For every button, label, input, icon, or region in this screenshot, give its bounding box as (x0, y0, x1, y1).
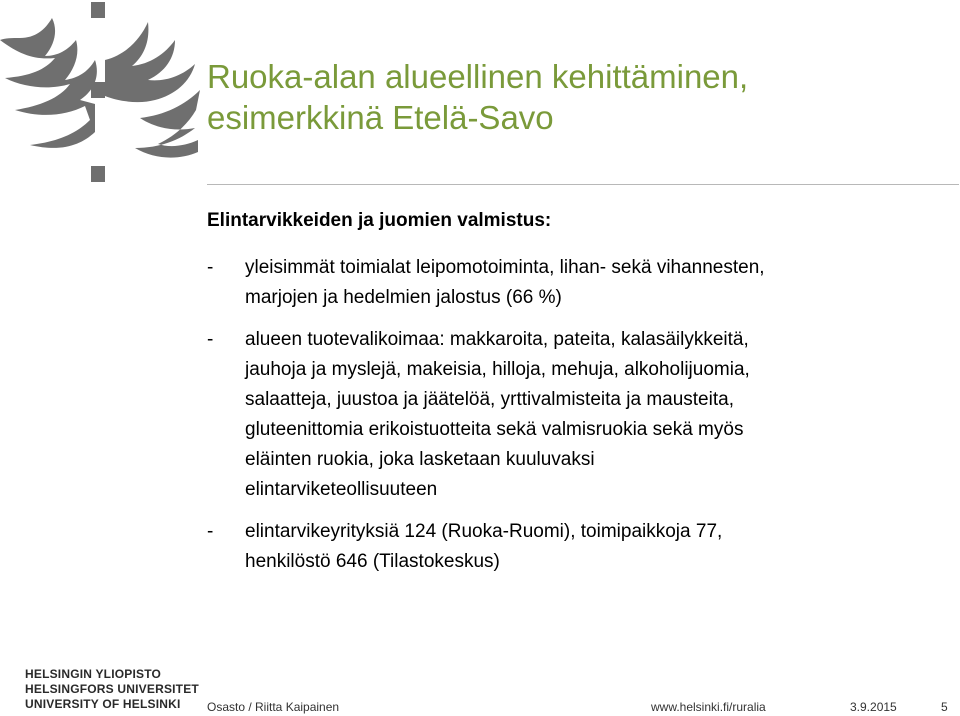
list-item (207, 517, 947, 577)
page-number: 5 (941, 700, 948, 714)
bullet-text-line: marjojen ja hedelmien jalostus (66 %) (245, 287, 562, 308)
wordmark-line: UNIVERSITY OF HELSINKI (25, 697, 181, 711)
bullet-text-line: elintarviketeollisuuteen (245, 479, 438, 500)
title-line: Ruoka-alan alueellinen kehittäminen, (207, 58, 749, 95)
footer-url[interactable]: www.helsinki.fi/ruralia (651, 700, 766, 714)
section-heading: Elintarvikkeiden ja juomien valmistus: (207, 210, 552, 231)
footer-author: Osasto / Riitta Kaipainen (207, 700, 340, 714)
wordmark-line: HELSINGFORS UNIVERSITET (25, 682, 199, 696)
bullet-marker: - (207, 521, 214, 542)
footer-date: 3.9.2015 (850, 700, 897, 714)
university-wordmark (25, 667, 199, 712)
slide-title (207, 56, 947, 138)
bullet-marker: - (207, 257, 214, 278)
university-flame-logo (0, 0, 200, 200)
bullet-text-line: henkilöstö 646 (Tilastokeskus) (245, 551, 500, 572)
bullet-text-line: salaatteja, juustoa ja jäätelöä, yrttivalmisteita ja mausteita, (245, 389, 734, 410)
bullet-text-line: jauhoja ja myslejä, makeisia, hilloja, mehuja, alkoholijuomia, (245, 359, 750, 380)
bullet-text-line: alueen tuotevalikoimaa: makkaroita, pateita, kalasäilykkeitä, (245, 329, 749, 350)
list-item (207, 253, 947, 313)
wordmark-line: HELSINGIN YLIOPISTO (25, 667, 162, 681)
bullet-text-line: yleisimmät toimialat leipomotoiminta, lihan- sekä vihannesten, (245, 257, 765, 278)
bullet-text-line: elintarvikeyrityksiä 124 (Ruoka-Ruomi), toimipaikkoja 77, (245, 521, 723, 542)
title-line: esimerkkinä Etelä-Savo (207, 99, 554, 136)
bullet-text-line: eläinten ruokia, joka lasketaan kuuluvaksi (245, 449, 595, 470)
bullet-marker: - (207, 329, 214, 350)
list-item (207, 325, 947, 505)
title-divider (207, 184, 959, 185)
bullet-text-line: gluteenittomia erikoistuotteita sekä valmisruokia sekä myös (245, 419, 744, 440)
bullet-list (207, 253, 947, 589)
